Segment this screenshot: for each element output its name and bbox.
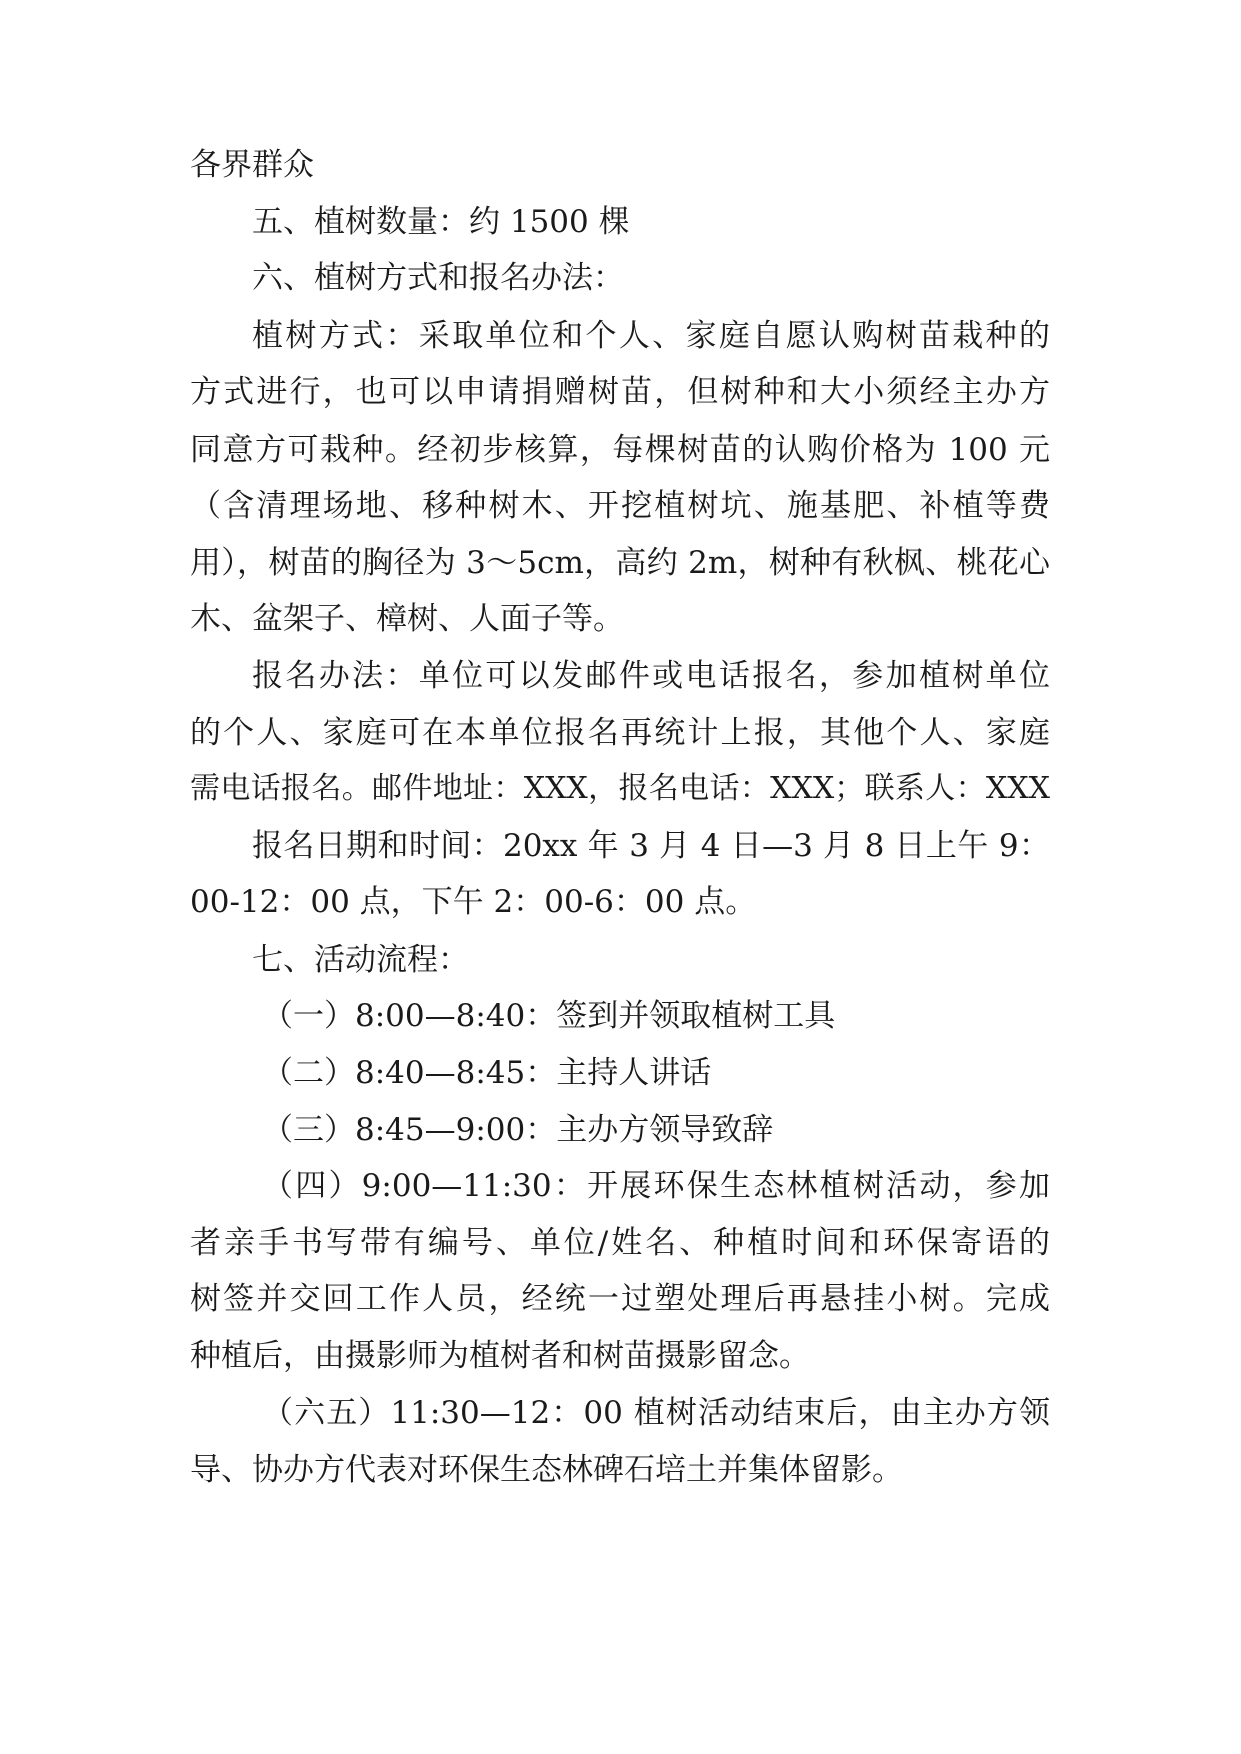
schedule-item-3: （三）8:45—9:00：主办方领导致辞: [262, 1112, 774, 1148]
registration-date-line-1: 报名日期和时间：20xx 年 3 月 4 日—3 月 8 日上午 9：: [252, 828, 1050, 864]
planting-method-line-1: 植树方式：采取单位和个人、家庭自愿认购树苗栽种的: [252, 318, 1050, 354]
section-6-heading: 六、植树方式和报名办法：: [252, 260, 624, 296]
section-7-heading: 七、活动流程：: [252, 942, 469, 978]
schedule-item-4-line-3: 树签并交回工作人员，经统一过塑处理后再悬挂小树。完成: [190, 1281, 1050, 1317]
planting-method-line-6: 木、盆架子、樟树、人面子等。: [190, 601, 624, 637]
schedule-item-4-line-1: （四）9:00—11:30：开展环保生态林植树活动，参加: [262, 1168, 1050, 1204]
schedule-item-1: （一）8:00—8:40：签到并领取植树工具: [262, 998, 836, 1034]
schedule-item-4-line-4: 种植后，由摄影师为植树者和树苗摄影留念。: [190, 1338, 810, 1374]
planting-method-line-2: 方式进行，也可以申请捐赠树苗，但树种和大小须经主办方: [190, 374, 1050, 410]
planting-method-line-4: （含清理场地、移种树木、开挖植树坑、施基肥、补植等费: [190, 488, 1050, 524]
schedule-item-4-line-2: 者亲手书写带有编号、单位/姓名、种植时间和环保寄语的: [190, 1225, 1050, 1261]
text-line-1: 各界群众: [190, 147, 314, 183]
schedule-item-5-line-1: （六五）11:30—12：00 植树活动结束后，由主办方领: [262, 1395, 1050, 1431]
section-5-quantity: 五、植树数量：约 1500 棵: [252, 204, 630, 240]
registration-method-line-3: 需电话报名。邮件地址：XXX，报名电话：XXX；联系人：XXX: [190, 771, 1050, 806]
registration-method-line-2: 的个人、家庭可在本单位报名再统计上报，其他个人、家庭: [190, 715, 1050, 751]
schedule-item-5-line-2: 导、协办方代表对环保生态林碑石培土并集体留影。: [190, 1452, 903, 1488]
planting-method-line-5: 用），树苗的胸径为 3～5cm，高约 2m，树种有秋枫、桃花心: [190, 545, 1050, 581]
registration-method-line-1: 报名办法：单位可以发邮件或电话报名，参加植树单位: [252, 658, 1050, 694]
planting-method-line-3: 同意方可栽种。经初步核算，每棵树苗的认购价格为 100 元: [190, 432, 1050, 468]
schedule-item-2: （二）8:40—8:45：主持人讲话: [262, 1055, 712, 1091]
registration-date-line-2: 00-12：00 点，下午 2：00-6：00 点。: [190, 884, 757, 920]
